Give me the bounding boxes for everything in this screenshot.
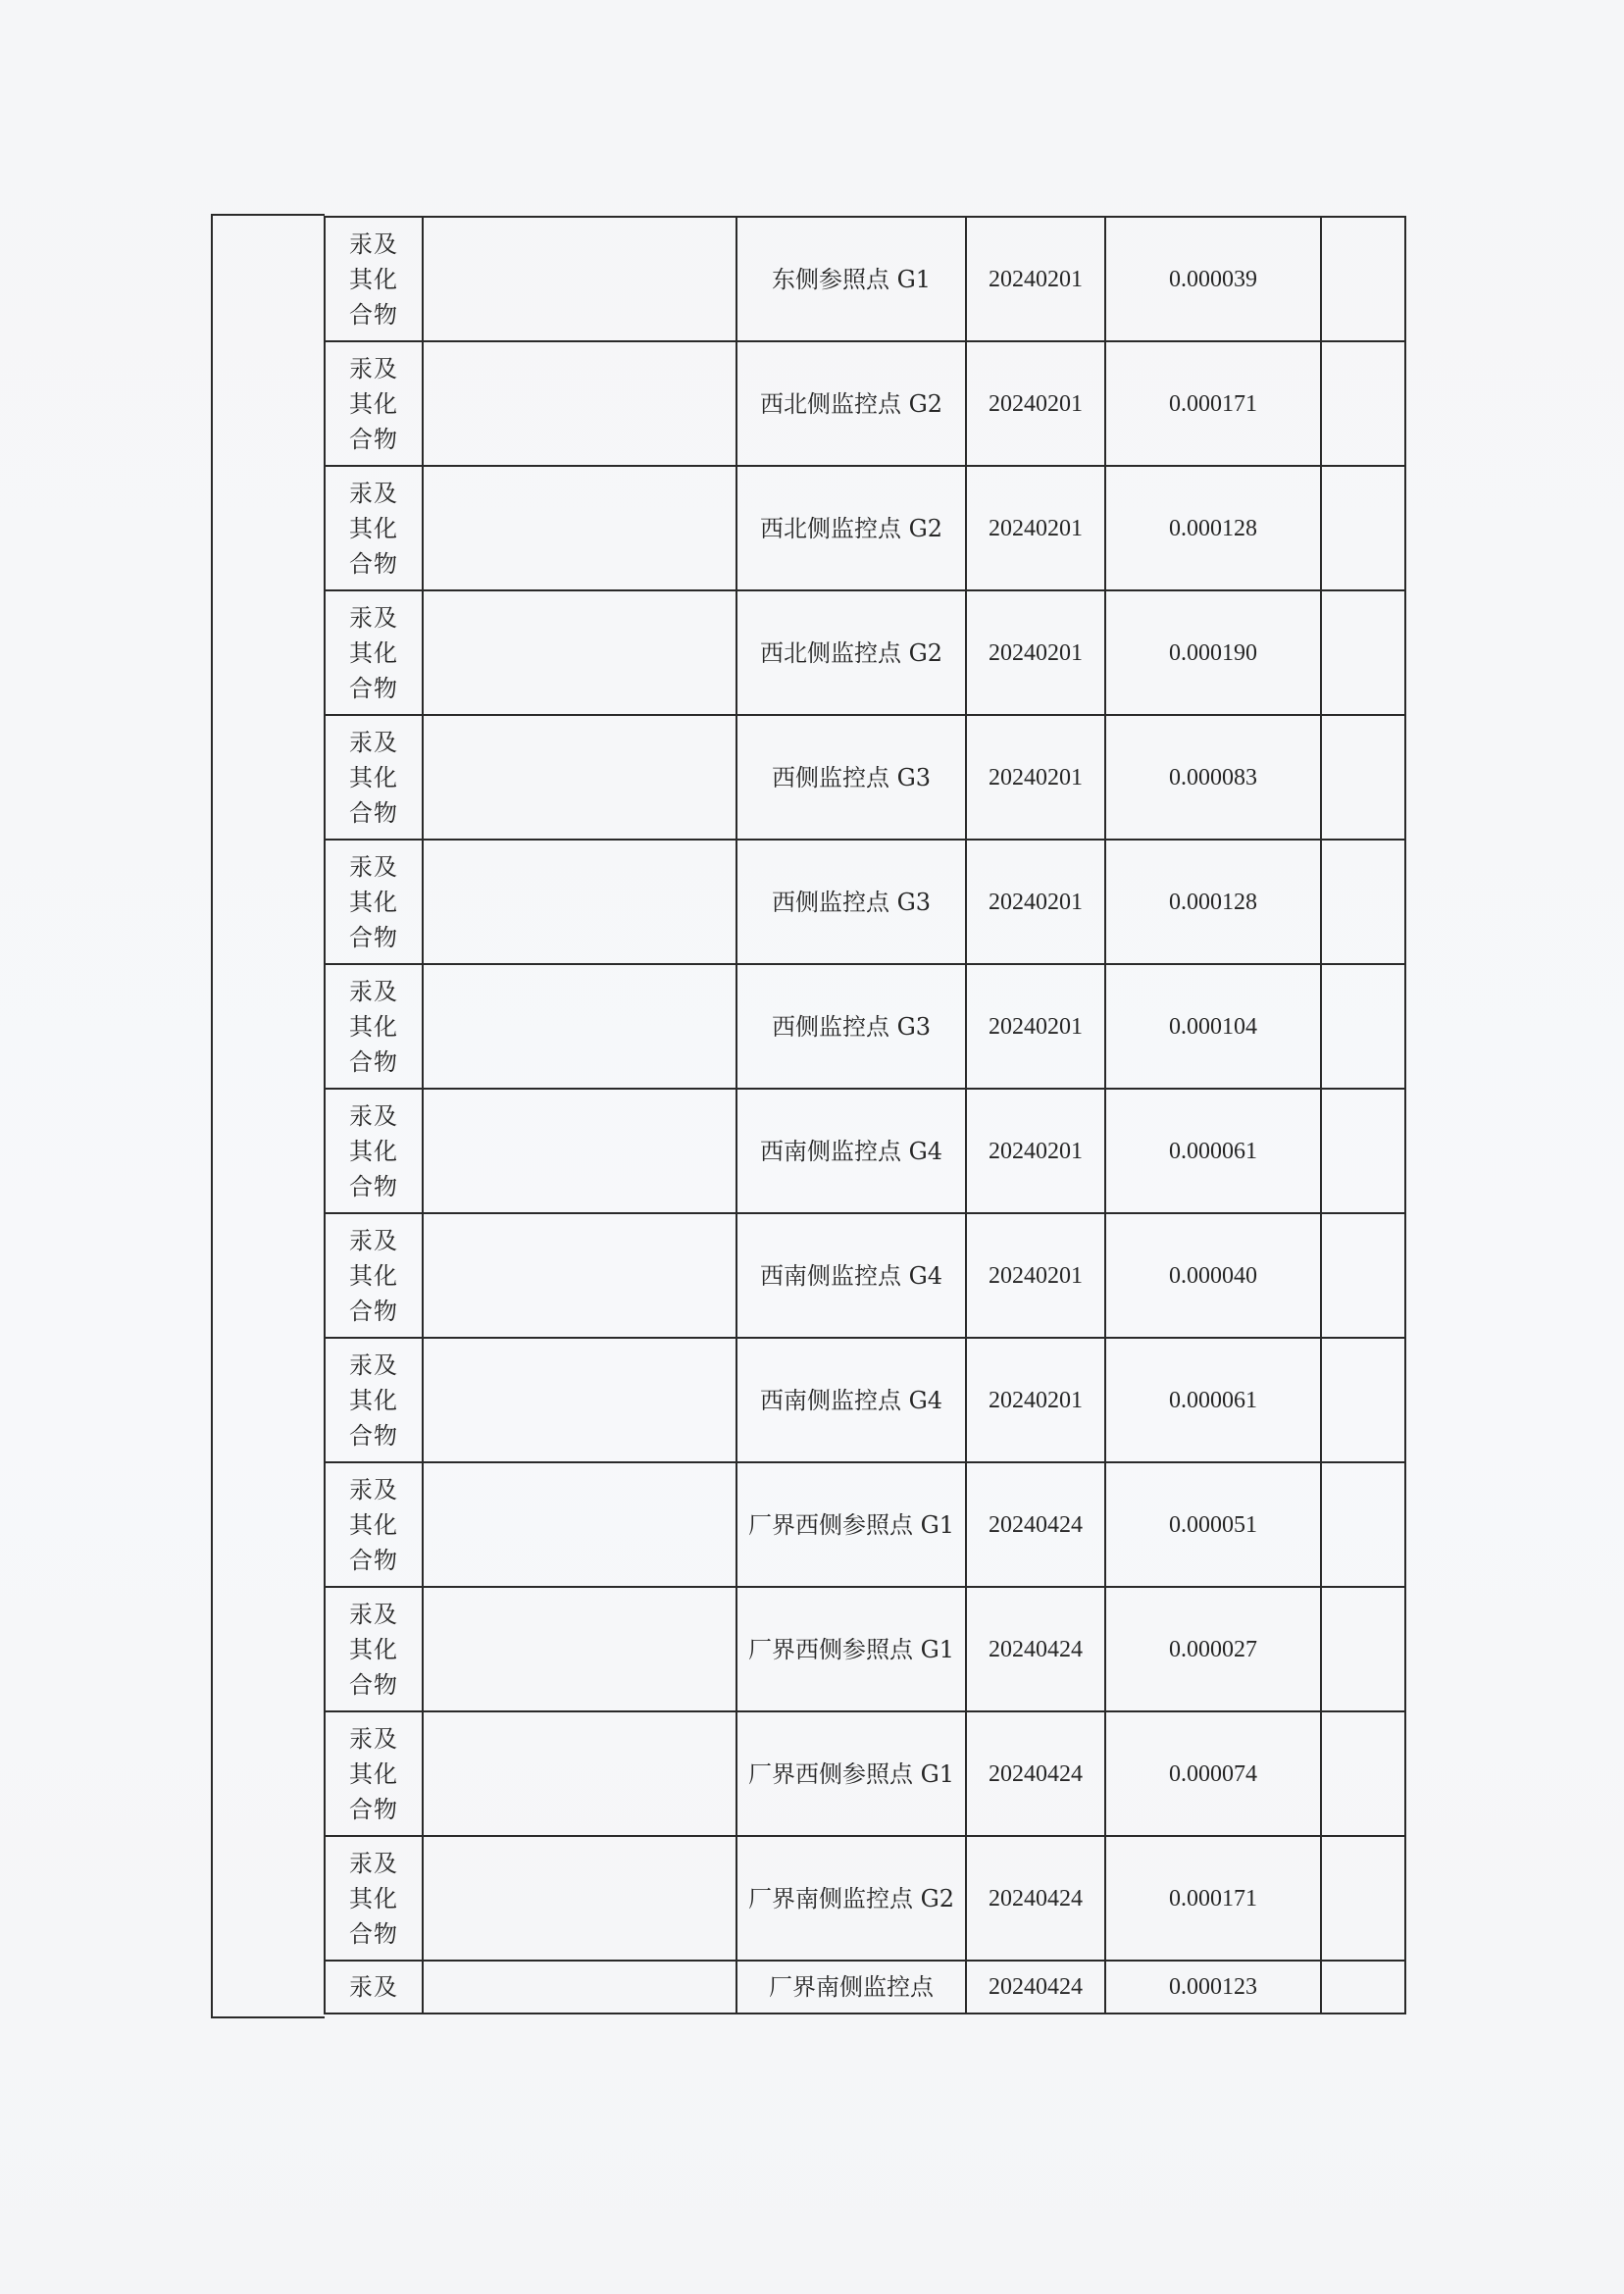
monitoring-point-cell: 西北侧监控点 G2 — [736, 466, 966, 590]
date-cell: 20240201 — [966, 1213, 1105, 1338]
monitoring-data-table — [324, 216, 1406, 2014]
pollutant-cell: 汞及其化合物 — [325, 1089, 423, 1213]
pollutant-cell: 汞及其化合物 — [325, 1587, 423, 1711]
date-cell: 20240201 — [966, 1089, 1105, 1213]
value-cell: 0.000128 — [1105, 466, 1321, 590]
table-row — [325, 715, 1405, 840]
pollutant-cell: 汞及其化合物 — [325, 590, 423, 715]
blank-cell — [423, 217, 736, 341]
value-cell: 0.000123 — [1105, 1961, 1321, 2014]
blank-cell — [423, 590, 736, 715]
value-cell: 0.000061 — [1105, 1338, 1321, 1462]
date-cell: 20240201 — [966, 590, 1105, 715]
table-row — [325, 1961, 1405, 2014]
value-cell: 0.000104 — [1105, 964, 1321, 1089]
monitoring-point-cell: 西侧监控点 G3 — [736, 840, 966, 964]
empty-cell — [1321, 590, 1405, 715]
table-body — [325, 217, 1405, 2014]
monitoring-point-cell: 厂界南侧监控点 G2 — [736, 1836, 966, 1961]
blank-cell — [423, 840, 736, 964]
table-row — [325, 1836, 1405, 1961]
table-row — [325, 1213, 1405, 1338]
monitoring-point-cell: 西北侧监控点 G2 — [736, 590, 966, 715]
empty-cell — [1321, 1961, 1405, 2014]
table-row — [325, 1587, 1405, 1711]
empty-cell — [1321, 1836, 1405, 1961]
value-cell: 0.000171 — [1105, 341, 1321, 466]
monitoring-point-cell: 西南侧监控点 G4 — [736, 1089, 966, 1213]
monitoring-point-cell: 西侧监控点 G3 — [736, 715, 966, 840]
pollutant-cell: 汞及其化合物 — [325, 715, 423, 840]
value-cell: 0.000128 — [1105, 840, 1321, 964]
value-cell: 0.000051 — [1105, 1462, 1321, 1587]
table-row — [325, 840, 1405, 964]
empty-cell — [1321, 715, 1405, 840]
value-cell: 0.000061 — [1105, 1089, 1321, 1213]
left-merged-column — [211, 214, 325, 2018]
pollutant-cell: 汞及其化合物 — [325, 217, 423, 341]
pollutant-cell: 汞及其化合物 — [325, 1836, 423, 1961]
monitoring-point-cell: 厂界西侧参照点 G1 — [736, 1462, 966, 1587]
value-cell: 0.000027 — [1105, 1587, 1321, 1711]
date-cell: 20240201 — [966, 341, 1105, 466]
blank-cell — [423, 1836, 736, 1961]
value-cell: 0.000083 — [1105, 715, 1321, 840]
empty-cell — [1321, 1462, 1405, 1587]
date-cell: 20240201 — [966, 715, 1105, 840]
date-cell: 20240201 — [966, 1338, 1105, 1462]
monitoring-point-cell: 西南侧监控点 G4 — [736, 1213, 966, 1338]
value-cell: 0.000074 — [1105, 1711, 1321, 1836]
date-cell: 20240201 — [966, 466, 1105, 590]
monitoring-point-cell: 厂界南侧监控点 — [736, 1961, 966, 2014]
pollutant-cell: 汞及其化合物 — [325, 964, 423, 1089]
table-row — [325, 341, 1405, 466]
table-row — [325, 466, 1405, 590]
empty-cell — [1321, 1213, 1405, 1338]
empty-cell — [1321, 1587, 1405, 1711]
blank-cell — [423, 1587, 736, 1711]
pollutant-cell: 汞及其化合物 — [325, 1213, 423, 1338]
table-row — [325, 1089, 1405, 1213]
pollutant-cell: 汞及其化合物 — [325, 341, 423, 466]
value-cell: 0.000190 — [1105, 590, 1321, 715]
blank-cell — [423, 715, 736, 840]
pollutant-cell: 汞及其化合物 — [325, 466, 423, 590]
blank-cell — [423, 1338, 736, 1462]
monitoring-point-cell: 西南侧监控点 G4 — [736, 1338, 966, 1462]
pollutant-cell: 汞及其化合物 — [325, 1462, 423, 1587]
value-cell: 0.000039 — [1105, 217, 1321, 341]
empty-cell — [1321, 466, 1405, 590]
empty-cell — [1321, 964, 1405, 1089]
blank-cell — [423, 341, 736, 466]
monitoring-point-cell: 东侧参照点 G1 — [736, 217, 966, 341]
empty-cell — [1321, 217, 1405, 341]
empty-cell — [1321, 1338, 1405, 1462]
blank-cell — [423, 466, 736, 590]
date-cell: 20240424 — [966, 1587, 1105, 1711]
table-row — [325, 1338, 1405, 1462]
date-cell: 20240424 — [966, 1836, 1105, 1961]
date-cell: 20240201 — [966, 217, 1105, 341]
monitoring-point-cell: 西北侧监控点 G2 — [736, 341, 966, 466]
monitoring-point-cell: 厂界西侧参照点 G1 — [736, 1711, 966, 1836]
blank-cell — [423, 964, 736, 1089]
empty-cell — [1321, 1711, 1405, 1836]
monitoring-point-cell: 西侧监控点 G3 — [736, 964, 966, 1089]
value-cell: 0.000171 — [1105, 1836, 1321, 1961]
date-cell: 20240201 — [966, 964, 1105, 1089]
monitoring-point-cell: 厂界西侧参照点 G1 — [736, 1587, 966, 1711]
table-row — [325, 590, 1405, 715]
table-row — [325, 964, 1405, 1089]
date-cell: 20240201 — [966, 840, 1105, 964]
blank-cell — [423, 1089, 736, 1213]
table-row — [325, 1462, 1405, 1587]
value-cell: 0.000040 — [1105, 1213, 1321, 1338]
blank-cell — [423, 1213, 736, 1338]
date-cell: 20240424 — [966, 1961, 1105, 2014]
date-cell: 20240424 — [966, 1711, 1105, 1836]
table-row — [325, 217, 1405, 341]
blank-cell — [423, 1711, 736, 1836]
empty-cell — [1321, 1089, 1405, 1213]
empty-cell — [1321, 341, 1405, 466]
date-cell: 20240424 — [966, 1462, 1105, 1587]
pollutant-cell: 汞及其化合物 — [325, 1711, 423, 1836]
blank-cell — [423, 1462, 736, 1587]
table-row — [325, 1711, 1405, 1836]
pollutant-cell: 汞及 — [325, 1961, 423, 2014]
pollutant-cell: 汞及其化合物 — [325, 1338, 423, 1462]
empty-cell — [1321, 840, 1405, 964]
pollutant-cell: 汞及其化合物 — [325, 840, 423, 964]
blank-cell — [423, 1961, 736, 2014]
